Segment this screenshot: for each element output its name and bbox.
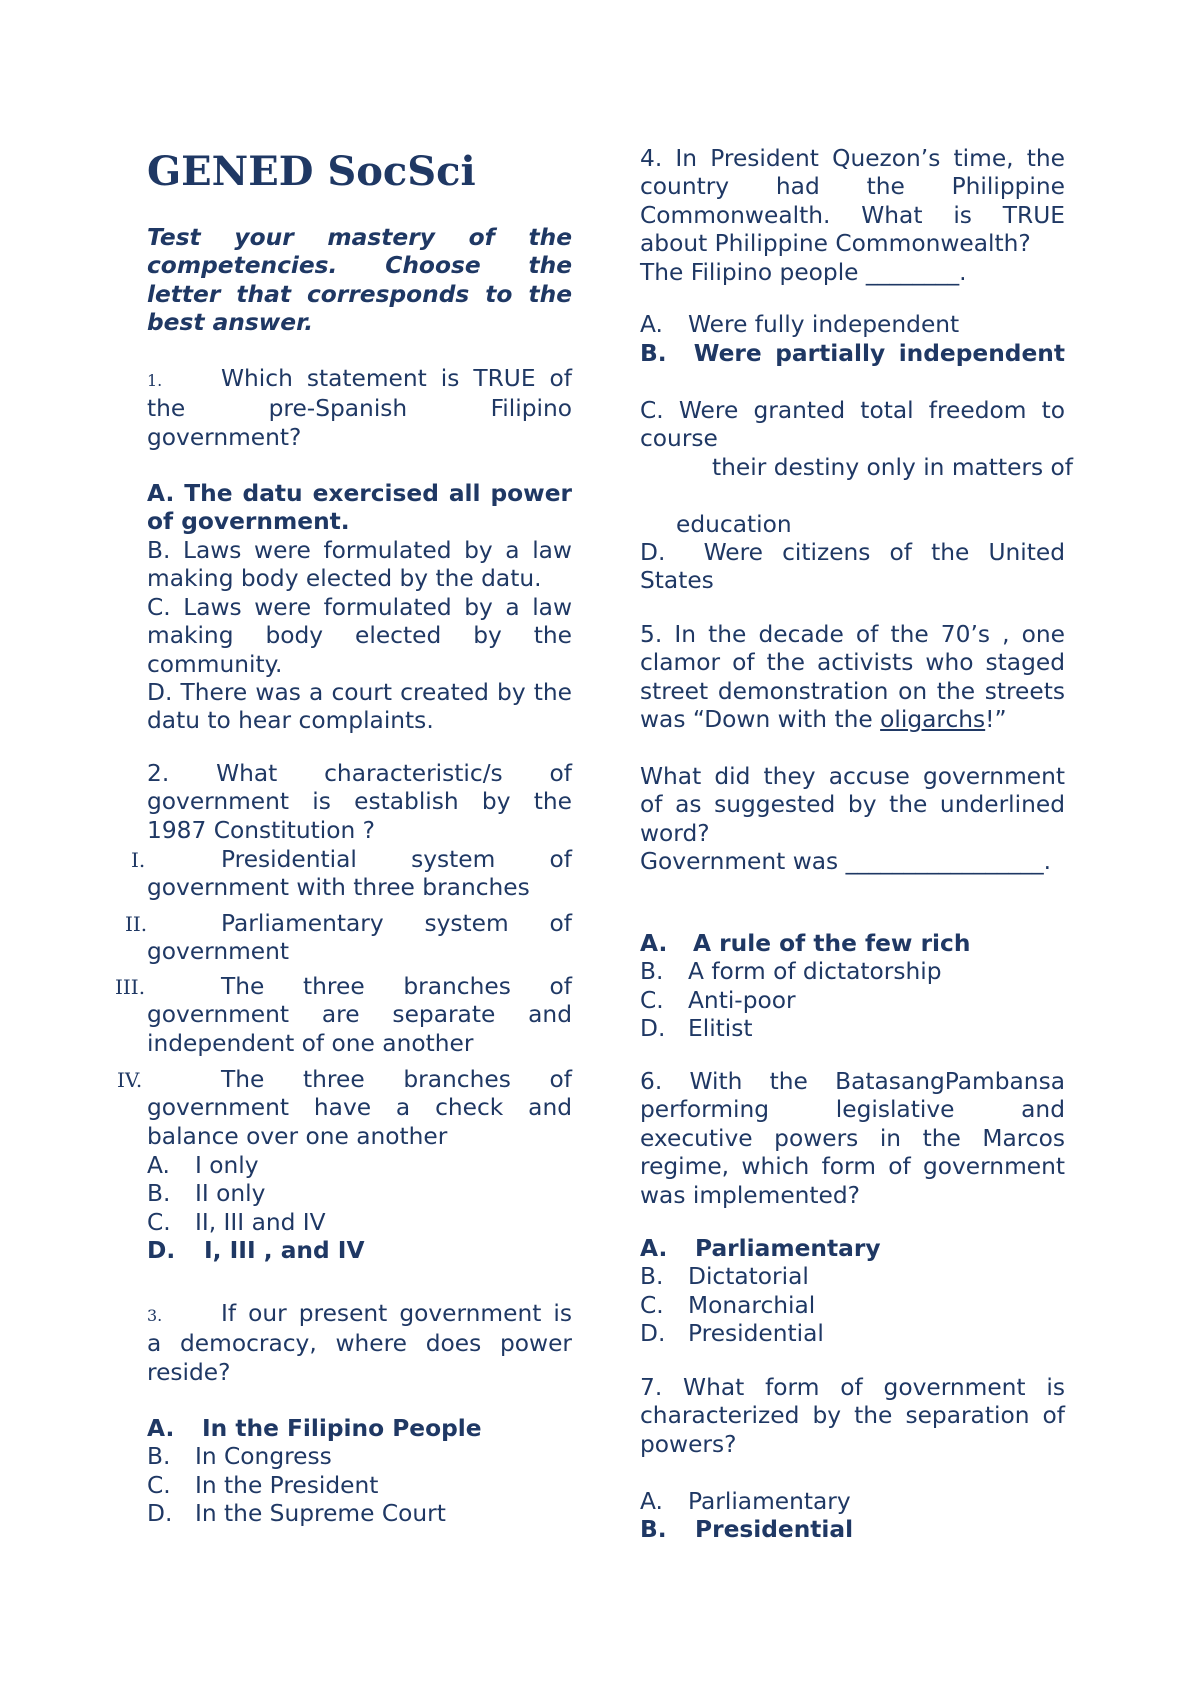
question-1-number: 1. [147, 371, 163, 390]
question-2-option-b: B. II only [147, 1180, 266, 1207]
question-4-blank: The Filipino people ________. [640, 259, 967, 286]
statement-numeral: III. [115, 975, 146, 999]
question-2-option-d: D. I, III , and IV [147, 1237, 365, 1264]
question-5-option-c: C. Anti-poor [640, 987, 796, 1014]
statement-numeral: II. [125, 912, 148, 936]
question-5-option-a: A. A rule of the few rich [640, 930, 971, 957]
page-title: GENED SocSci [147, 148, 476, 195]
question-1-option-b: B. Laws were formulated by a law making body elected by the datu. [147, 537, 572, 593]
question-1-option-a: A. The datu exercised all power of government. [147, 480, 572, 536]
question-4-option-d: D. Were citizens of the United States [640, 539, 1065, 595]
question-3-option-a: A. In the Filipino People [147, 1415, 482, 1442]
question-3-stem: 3. If our present government is a democracy, where does power reside? [147, 1300, 572, 1386]
question-7-option-b: B. Presidential [640, 1516, 854, 1543]
statement-numeral: IV. [117, 1068, 143, 1092]
question-7-option-a: A. Parliamentary [640, 1488, 851, 1515]
question-1-option-d: D. There was a court created by the datu to hear complaints. [147, 679, 572, 735]
underlined-word: oligarchs [880, 706, 986, 734]
statement-3: The three branches of government are separate and independent of one another [147, 973, 572, 1057]
question-5-option-d: D. Elitist [640, 1015, 753, 1042]
statement-numeral: I. [131, 848, 146, 872]
question-3-option-b: B. In Congress [147, 1443, 332, 1470]
question-6-option-c: C. Monarchial [640, 1292, 816, 1319]
statement-2: Parliamentary system of government [147, 910, 572, 966]
question-5-blank: Government was _________________. [640, 848, 1051, 875]
question-1-option-c: C. Laws were formulated by a law making body elected by the community. [147, 594, 572, 678]
question-4-option-c-cont: their destiny only in matters of [712, 454, 1073, 481]
question-4-option-b: B. Were partially independent [640, 340, 1065, 367]
question-6-option-d: D. Presidential [640, 1320, 824, 1347]
question-4-option-c-cont2: education [676, 511, 792, 538]
question-4-stem: 4. In President Quezon’s time, the country had the Philippine Commonwealth. What is TRUE about Philippine Commonwealth? [640, 145, 1065, 258]
question-3-option-c: C. In the President [147, 1472, 379, 1499]
statement-4: The three branches of government have a check and balance over one another [147, 1066, 572, 1150]
question-5-option-b: B. A form of dictatorship [640, 958, 942, 985]
question-5-stem: 5. In the decade of the 70’s , one clamor of the activists who staged street demonstration on the streets was “Down with the oligarchs!” [640, 621, 1065, 734]
statement-1: Presidential system of government with three branches [147, 846, 572, 902]
question-6-stem: 6. With the BatasangPambansa performing legislative and executive powers in the Marcos regime, which form of government was implemented? [640, 1068, 1065, 1209]
question-7-stem: 7. What form of government is characterized by the separation of powers? [640, 1374, 1065, 1458]
question-3-option-d: D. In the Supreme Court [147, 1500, 446, 1527]
question-6-option-b: B. Dictatorial [640, 1263, 809, 1290]
question-4-option-c: C. Were granted total freedom to course [640, 397, 1066, 453]
question-3-number: 3. [147, 1306, 163, 1325]
question-6-option-a: A. Parliamentary [640, 1235, 881, 1262]
question-5-question: What did they accuse government of as suggested by the underlined word? [640, 763, 1065, 847]
question-2-option-c: C. II, III and IV [147, 1209, 326, 1236]
question-4-option-a: A. Were fully independent [640, 311, 960, 338]
question-2-stem: 2. What characteristic/s of government is establish by the 1987 Constitution ? [147, 760, 572, 844]
question-1-stem: 1. Which statement is TRUE of the pre-Spanish Filipino government? [147, 365, 572, 451]
instructions: Test your mastery of the competencies. Choose the letter that corresponds to the best answer. [147, 224, 572, 337]
question-2-option-a: A. I only [147, 1152, 259, 1179]
